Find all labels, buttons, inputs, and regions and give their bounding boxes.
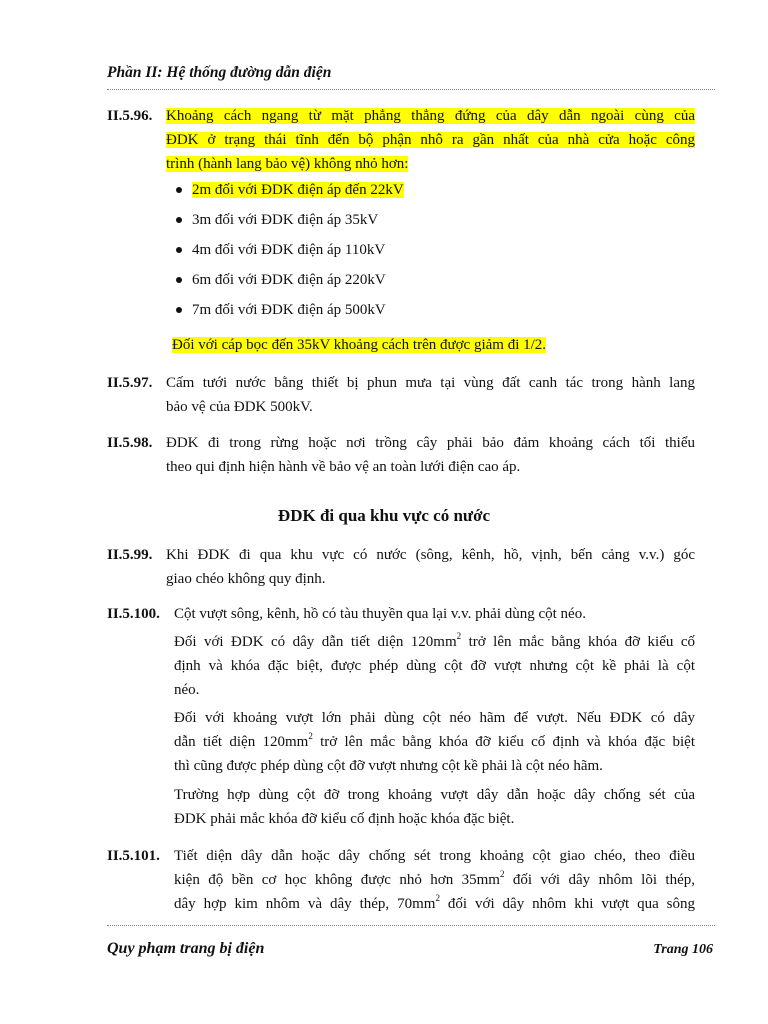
item-96-note: Đối với cáp bọc đến 35kV khoảng cách trên được giảm đi 1/2.: [172, 337, 547, 353]
bullet-icon: [176, 217, 182, 223]
item-97-line1: Cấm tưới nước bằng thiết bị phun mưa tại vùng đất canh tác trong hành lang: [166, 375, 695, 391]
item-label-96: II.5.96.: [107, 108, 153, 124]
item-100-p3-line1: Trường hợp dùng cột đỡ trong khoảng vượt dây dẫn hoặc dây chống sét của: [174, 787, 695, 803]
item-98-line1: ĐDK đi trong rừng hoặc nơi trồng cây phải bảo đảm khoảng cách tối thiểu: [166, 435, 695, 451]
page-number: Trang 106: [653, 942, 713, 957]
header-divider: [107, 89, 715, 90]
item-label-101: II.5.101.: [107, 848, 160, 864]
bullet-icon: [176, 277, 182, 283]
item-100-p2-line1: Đối với khoảng vượt lớn phải dùng cột néo hãm để vượt. Nếu ĐDK có dây: [174, 710, 695, 726]
item-100-p3-line2: ĐDK phải mắc khóa đỡ kiểu cố định hoặc khóa đặc biệt.: [174, 811, 515, 827]
footer-divider: [107, 925, 715, 926]
item-label-98: II.5.98.: [107, 435, 153, 451]
bullet-item: 2m đối với ĐDK điện áp đến 22kV: [176, 182, 404, 199]
item-98-line2: theo qui định hiện hành về bảo vệ an toàn lưới điện cao áp.: [166, 459, 521, 475]
section-heading: ĐDK đi qua khu vực có nước: [277, 506, 491, 525]
bullet-icon: [176, 187, 182, 193]
bullet-item: 7m đối với ĐDK điện áp 500kV: [176, 302, 386, 319]
item-100-p2-line3: thì cũng được phép dùng cột đỡ vượt nhưng cột kề phải là cột néo hãm.: [174, 758, 603, 774]
item-label-99: II.5.99.: [107, 547, 153, 563]
item-99-line2: giao chéo không quy định.: [166, 571, 326, 587]
item-96-line1: Khoảng cách ngang từ mặt phẳng thẳng đứng của dây dẫn ngoài cùng của: [166, 108, 695, 124]
item-100-p2-line2: dẫn tiết diện $120mm^2$ trở lên mắc bằng khóa đỡ kiểu cố định và khóa đặc biệt: [174, 731, 695, 750]
item-101-line1: Tiết diện dây dẫn hoặc dây chống sét trong khoảng cột giao chéo, theo điều: [174, 848, 695, 864]
item-label-97: II.5.97.: [107, 375, 153, 391]
bullet-icon: [176, 247, 182, 253]
item-label-100: II.5.100.: [107, 606, 160, 622]
item-100-line1: Cột vượt sông, kênh, hồ có tàu thuyền qua lại v.v. phải dùng cột néo.: [174, 606, 586, 622]
footer-title: Quy phạm trang bị điện: [107, 940, 265, 957]
item-97-line2: bảo vệ của ĐDK 500kV.: [166, 399, 313, 415]
bullet-item: 4m đối với ĐDK điện áp 110kV: [176, 242, 385, 259]
item-96-line3: trình (hành lang bảo vệ) không nhỏ hơn:: [166, 156, 409, 172]
page-header-title: Phần II: Hệ thống đường dẫn điện: [107, 64, 332, 81]
bullet-item: 3m đối với ĐDK điện áp 35kV: [176, 212, 378, 229]
bullet-icon: [176, 307, 182, 313]
bullet-item: 6m đối với ĐDK điện áp 220kV: [176, 272, 386, 289]
item-100-p1-line2: định và khóa đặc biệt, được phép dùng cột đỡ vượt nhưng cột kề phải là cột: [174, 658, 695, 674]
item-101-line2: kiện độ bền cơ học không được nhỏ hơn $35mm^2$ đối với dây nhôm lõi thép,: [174, 869, 695, 888]
item-100-p1-line1: Đối với ĐDK có dây dẫn tiết diện $120mm^2$ trở lên mắc bằng khóa đỡ kiểu cố: [174, 631, 695, 650]
item-99-line1: Khi ĐDK đi qua khu vực có nước (sông, kênh, hồ, vịnh, bến cảng v.v.) góc: [166, 547, 695, 563]
item-96-line2: ĐDK ở trạng thái tĩnh đến bộ phận nhô ra gần nhất của nhà cửa hoặc công: [166, 132, 695, 148]
item-100-p1-line3: néo.: [174, 682, 200, 698]
item-101-line3: dây hợp kim nhôm và dây thép, $70mm^2$ đối với dây nhôm khi vượt qua sông: [174, 893, 696, 912]
